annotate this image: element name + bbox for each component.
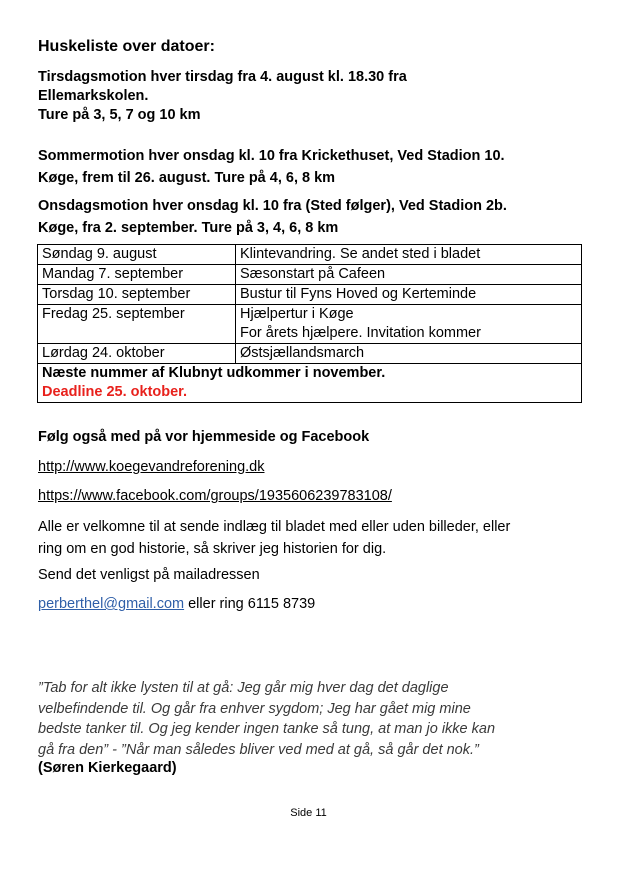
summer-motion-block	[38, 145, 505, 189]
table-row	[38, 265, 582, 285]
website-link[interactable]: http://www.koegevandreforening.dk	[38, 459, 265, 475]
summer-motion-line2: Køge, frem til 26. august. Ture på 4, 6, 8 km	[38, 170, 336, 186]
event-date: Torsdag 10. september	[38, 285, 236, 305]
wednesday-motion-line1: Onsdagsmotion hver onsdag kl. 10 fra (Sted følger), Ved Stadion 2b.	[38, 198, 507, 214]
deadline-text: Deadline 25. oktober.	[42, 384, 188, 400]
table-row	[38, 285, 582, 305]
quote-block	[38, 678, 495, 760]
send-text: Send det venligst på mailadressen	[38, 567, 260, 583]
page-heading: Huskeliste over datoer:	[38, 38, 215, 55]
event-date: Søndag 9. august	[38, 245, 236, 265]
table-note-row	[38, 364, 582, 403]
next-issue-text: Næste nummer af Klubnyt udkommer i november.	[42, 365, 386, 381]
follow-heading: Følg også med på vor hjemmeside og Facebook	[38, 429, 370, 445]
phone-text: eller ring 6115 8739	[184, 596, 316, 612]
event-desc: Sæsonstart på Cafeen	[236, 265, 582, 285]
event-date: Mandag 7. september	[38, 265, 236, 285]
wednesday-motion-line2: Køge, fra 2. september. Ture på 3, 4, 6, 8 km	[38, 220, 339, 236]
event-desc-multiline	[236, 305, 582, 344]
quote-author: (Søren Kierkegaard)	[38, 760, 177, 776]
event-date: Fredag 25. september	[38, 305, 236, 344]
table-row	[38, 245, 582, 265]
table-row	[38, 305, 582, 344]
tuesday-motion-block	[38, 68, 407, 125]
tuesday-motion-line2: Ellemarkskolen.	[38, 88, 149, 104]
event-desc: Klintevandring. Se andet sted i bladet	[236, 245, 582, 265]
invite-line1: Alle er velkomne til at sende indlæg til bladet med eller uden billeder, eller	[38, 519, 511, 535]
wednesday-motion-block	[38, 195, 507, 239]
quote-line1: ”Tab for alt ikke lysten til at gå: Jeg går mig hver dag det daglige	[38, 680, 449, 696]
table-row	[38, 344, 582, 364]
facebook-link[interactable]: https://www.facebook.com/groups/1935606239783108/	[38, 488, 392, 504]
event-desc: Bustur til Fyns Hoved og Kerteminde	[236, 285, 582, 305]
invite-line2: ring om en god historie, så skriver jeg historien for dig.	[38, 541, 387, 557]
contact-line	[38, 596, 315, 612]
tuesday-motion-line1: Tirsdagsmotion hver tirsdag fra 4. august kl. 18.30 fra	[38, 69, 407, 85]
next-issue-note	[38, 364, 582, 403]
events-table	[37, 244, 582, 403]
event-desc: Østsjællandsmarch	[236, 344, 582, 364]
summer-motion-line1: Sommermotion hver onsdag kl. 10 fra Krickethuset, Ved Stadion 10.	[38, 148, 505, 164]
quote-line3: bedste tanker til. Og jeg kender ingen tanke så tung, at man jo ikke kan	[38, 721, 496, 737]
event-desc: Hjælpertur i Køge	[240, 306, 354, 322]
email-link[interactable]: perberthel@gmail.com	[38, 596, 185, 612]
quote-line4: gå fra den” - ”Når man således bliver ved med at gå, så går det nok.”	[38, 741, 479, 758]
event-date: Lørdag 24. oktober	[38, 344, 236, 364]
quote-line2: velbefindende til. Og går fra enhver sygdom; Jeg har gået mig mine	[38, 700, 471, 717]
invite-paragraph	[38, 516, 510, 560]
page-number: Side 11	[290, 807, 327, 819]
tuesday-motion-line3: Ture på 3, 5, 7 og 10 km	[38, 107, 201, 123]
event-desc-2: For årets hjælpere. Invitation kommer	[240, 325, 481, 341]
